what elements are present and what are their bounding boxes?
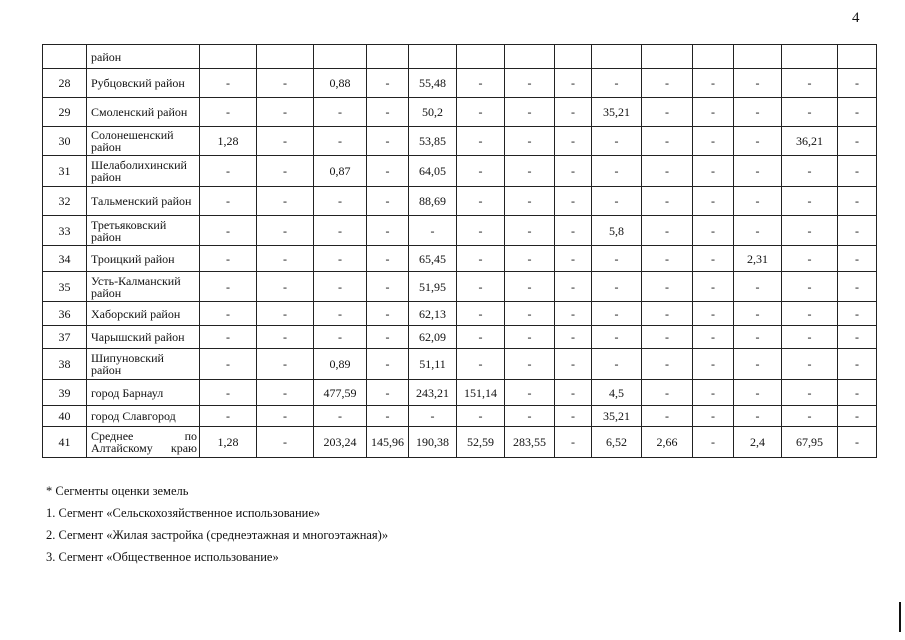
district-name-cell: Тальменский район xyxy=(87,187,200,216)
value-cell: - xyxy=(734,349,782,380)
table-row xyxy=(43,156,877,187)
value-cell: - xyxy=(257,427,314,458)
district-name-cell: Смоленский район xyxy=(87,98,200,127)
value-cell: - xyxy=(367,302,409,326)
value-cell: - xyxy=(734,302,782,326)
value-cell: - xyxy=(505,98,555,127)
value-cell: - xyxy=(734,156,782,187)
value-cell: 51,95 xyxy=(409,272,457,302)
value-cell xyxy=(257,45,314,69)
value-cell: - xyxy=(782,406,838,427)
value-cell: 51,11 xyxy=(409,349,457,380)
value-cell: - xyxy=(642,156,693,187)
value-cell: - xyxy=(838,326,877,349)
value-cell: - xyxy=(314,187,367,216)
page-number: 4 xyxy=(852,10,860,26)
value-cell xyxy=(314,45,367,69)
district-name-cell: Среднее по Алтайскому краю xyxy=(87,427,200,458)
value-cell xyxy=(782,45,838,69)
value-cell: - xyxy=(642,272,693,302)
district-name-cell: Рубцовский район xyxy=(87,69,200,98)
district-name-cell: Третьяковский район xyxy=(87,216,200,246)
value-cell: - xyxy=(838,427,877,458)
district-name-cell: Солонешенский район xyxy=(87,127,200,156)
district-name-cell: Чарышский район xyxy=(87,326,200,349)
value-cell: - xyxy=(257,272,314,302)
value-cell: - xyxy=(457,127,505,156)
row-number-cell: 41 xyxy=(43,427,87,458)
value-cell: - xyxy=(693,326,734,349)
value-cell: 53,85 xyxy=(409,127,457,156)
footnote-item: 1. Сегмент «Сельскохозяйственное использование» xyxy=(46,506,321,520)
value-cell: - xyxy=(505,349,555,380)
value-cell: - xyxy=(693,427,734,458)
value-cell: - xyxy=(782,69,838,98)
value-cell: 1,28 xyxy=(200,427,257,458)
value-cell xyxy=(555,45,592,69)
value-cell: - xyxy=(367,187,409,216)
value-cell: - xyxy=(642,216,693,246)
value-cell: - xyxy=(838,406,877,427)
value-cell: - xyxy=(457,246,505,272)
value-cell: 50,2 xyxy=(409,98,457,127)
value-cell: - xyxy=(838,156,877,187)
value-cell: 0,87 xyxy=(314,156,367,187)
value-cell: - xyxy=(592,246,642,272)
value-cell: - xyxy=(693,216,734,246)
value-cell: 35,21 xyxy=(592,98,642,127)
value-cell: - xyxy=(555,272,592,302)
value-cell: - xyxy=(693,156,734,187)
value-cell: - xyxy=(782,156,838,187)
value-cell: - xyxy=(838,246,877,272)
footnote-item: 3. Сегмент «Общественное использование» xyxy=(46,550,279,564)
table-row xyxy=(43,187,877,216)
value-cell: - xyxy=(734,406,782,427)
value-cell: - xyxy=(505,380,555,406)
value-cell xyxy=(505,45,555,69)
row-number-cell: 30 xyxy=(43,127,87,156)
value-cell xyxy=(592,45,642,69)
value-cell: - xyxy=(693,349,734,380)
value-cell: - xyxy=(200,326,257,349)
value-cell: - xyxy=(200,349,257,380)
value-cell: - xyxy=(257,349,314,380)
value-cell: - xyxy=(200,272,257,302)
value-cell: - xyxy=(314,326,367,349)
value-cell: - xyxy=(838,69,877,98)
value-cell: - xyxy=(838,302,877,326)
value-cell: - xyxy=(257,216,314,246)
value-cell: - xyxy=(555,98,592,127)
value-cell: - xyxy=(200,406,257,427)
value-cell: - xyxy=(200,187,257,216)
value-cell: 2,66 xyxy=(642,427,693,458)
value-cell: - xyxy=(642,69,693,98)
district-name-cell: Хаборский район xyxy=(87,302,200,326)
value-cell: - xyxy=(200,98,257,127)
value-cell: - xyxy=(693,272,734,302)
value-cell: - xyxy=(555,69,592,98)
value-cell: - xyxy=(505,69,555,98)
table-row xyxy=(43,272,877,302)
value-cell: - xyxy=(200,69,257,98)
value-cell: - xyxy=(200,216,257,246)
table-row xyxy=(43,406,877,427)
district-name-cell: Шелаболихинский район xyxy=(87,156,200,187)
value-cell: - xyxy=(367,326,409,349)
value-cell: - xyxy=(592,127,642,156)
value-cell: - xyxy=(734,326,782,349)
value-cell: 5,8 xyxy=(592,216,642,246)
row-number-cell: 32 xyxy=(43,187,87,216)
value-cell: - xyxy=(782,98,838,127)
value-cell: - xyxy=(457,349,505,380)
value-cell: - xyxy=(257,302,314,326)
value-cell: - xyxy=(314,216,367,246)
district-name-cell: район xyxy=(87,45,200,69)
table-row xyxy=(43,326,877,349)
page-edge-mark xyxy=(899,602,901,632)
row-number-cell: 38 xyxy=(43,349,87,380)
value-cell: - xyxy=(314,272,367,302)
row-number-cell: 28 xyxy=(43,69,87,98)
value-cell: - xyxy=(642,326,693,349)
value-cell: - xyxy=(367,349,409,380)
value-cell: - xyxy=(367,380,409,406)
value-cell: - xyxy=(592,272,642,302)
value-cell: - xyxy=(555,326,592,349)
value-cell: - xyxy=(457,406,505,427)
value-cell: 0,89 xyxy=(314,349,367,380)
value-cell xyxy=(693,45,734,69)
value-cell: - xyxy=(555,127,592,156)
value-cell: 145,96 xyxy=(367,427,409,458)
district-name-cell: Шипуновский район xyxy=(87,349,200,380)
value-cell: - xyxy=(409,216,457,246)
value-cell: - xyxy=(314,406,367,427)
value-cell: 4,5 xyxy=(592,380,642,406)
value-cell: - xyxy=(555,427,592,458)
table-row xyxy=(43,127,877,156)
value-cell: - xyxy=(457,216,505,246)
value-cell: - xyxy=(782,326,838,349)
value-cell: - xyxy=(838,216,877,246)
table-row xyxy=(43,302,877,326)
value-cell xyxy=(734,45,782,69)
value-cell xyxy=(367,45,409,69)
table-row xyxy=(43,45,877,69)
value-cell: - xyxy=(734,216,782,246)
value-cell: - xyxy=(693,98,734,127)
value-cell: - xyxy=(367,216,409,246)
value-cell: - xyxy=(257,69,314,98)
value-cell: - xyxy=(200,156,257,187)
value-cell: - xyxy=(782,187,838,216)
value-cell: 35,21 xyxy=(592,406,642,427)
value-cell: - xyxy=(367,272,409,302)
value-cell: - xyxy=(693,246,734,272)
value-cell: 2,31 xyxy=(734,246,782,272)
value-cell: - xyxy=(782,302,838,326)
value-cell: - xyxy=(734,187,782,216)
value-cell: - xyxy=(592,69,642,98)
value-cell: - xyxy=(555,302,592,326)
row-number-cell: 36 xyxy=(43,302,87,326)
value-cell: - xyxy=(693,302,734,326)
value-cell: - xyxy=(592,349,642,380)
value-cell: - xyxy=(642,380,693,406)
value-cell: - xyxy=(838,349,877,380)
value-cell: 62,09 xyxy=(409,326,457,349)
value-cell: 65,45 xyxy=(409,246,457,272)
value-cell: - xyxy=(367,156,409,187)
value-cell: - xyxy=(555,349,592,380)
value-cell: 67,95 xyxy=(782,427,838,458)
value-cell: - xyxy=(838,380,877,406)
value-cell: - xyxy=(505,302,555,326)
district-name-cell: город Славгород xyxy=(87,406,200,427)
district-name-cell: город Барнаул xyxy=(87,380,200,406)
value-cell: - xyxy=(693,380,734,406)
value-cell: - xyxy=(642,187,693,216)
data-table xyxy=(42,44,877,458)
value-cell: - xyxy=(555,380,592,406)
value-cell: 243,21 xyxy=(409,380,457,406)
row-number-cell: 39 xyxy=(43,380,87,406)
value-cell: - xyxy=(367,246,409,272)
value-cell: - xyxy=(409,406,457,427)
row-number-cell: 34 xyxy=(43,246,87,272)
value-cell: - xyxy=(257,187,314,216)
value-cell: - xyxy=(457,69,505,98)
value-cell: - xyxy=(693,406,734,427)
value-cell: - xyxy=(257,406,314,427)
value-cell: - xyxy=(367,69,409,98)
value-cell: 151,14 xyxy=(457,380,505,406)
value-cell: - xyxy=(642,127,693,156)
value-cell xyxy=(409,45,457,69)
table-row xyxy=(43,98,877,127)
value-cell: - xyxy=(734,272,782,302)
value-cell: - xyxy=(734,69,782,98)
value-cell: 1,28 xyxy=(200,127,257,156)
value-cell: - xyxy=(457,326,505,349)
value-cell: - xyxy=(555,406,592,427)
footnote-item: 2. Сегмент «Жилая застройка (среднеэтажная и многоэтажная)» xyxy=(46,528,389,542)
value-cell: - xyxy=(257,380,314,406)
value-cell: 203,24 xyxy=(314,427,367,458)
value-cell: - xyxy=(592,302,642,326)
value-cell: - xyxy=(838,272,877,302)
value-cell: - xyxy=(782,272,838,302)
row-number-cell xyxy=(43,45,87,69)
value-cell: 477,59 xyxy=(314,380,367,406)
value-cell: - xyxy=(734,380,782,406)
value-cell: - xyxy=(693,69,734,98)
value-cell: - xyxy=(642,349,693,380)
value-cell: - xyxy=(555,156,592,187)
value-cell: - xyxy=(314,302,367,326)
value-cell: - xyxy=(693,127,734,156)
value-cell: - xyxy=(592,326,642,349)
value-cell: - xyxy=(838,98,877,127)
value-cell: - xyxy=(505,187,555,216)
value-cell: - xyxy=(838,187,877,216)
value-cell: 62,13 xyxy=(409,302,457,326)
value-cell: - xyxy=(782,246,838,272)
value-cell: - xyxy=(782,380,838,406)
value-cell: - xyxy=(314,246,367,272)
value-cell: 64,05 xyxy=(409,156,457,187)
value-cell xyxy=(642,45,693,69)
value-cell: - xyxy=(505,272,555,302)
value-cell: 55,48 xyxy=(409,69,457,98)
row-number-cell: 35 xyxy=(43,272,87,302)
value-cell: - xyxy=(257,326,314,349)
value-cell: - xyxy=(314,127,367,156)
value-cell: - xyxy=(257,156,314,187)
value-cell: - xyxy=(257,127,314,156)
value-cell: 283,55 xyxy=(505,427,555,458)
value-cell xyxy=(838,45,877,69)
value-cell: - xyxy=(367,406,409,427)
value-cell: - xyxy=(457,156,505,187)
value-cell: - xyxy=(838,127,877,156)
value-cell: - xyxy=(200,380,257,406)
value-cell: - xyxy=(257,98,314,127)
value-cell xyxy=(200,45,257,69)
value-cell: - xyxy=(367,98,409,127)
value-cell: - xyxy=(200,246,257,272)
value-cell: - xyxy=(642,246,693,272)
row-number-cell: 37 xyxy=(43,326,87,349)
value-cell: 0,88 xyxy=(314,69,367,98)
value-cell: - xyxy=(457,98,505,127)
value-cell: - xyxy=(505,246,555,272)
value-cell: - xyxy=(257,246,314,272)
value-cell xyxy=(457,45,505,69)
table-row xyxy=(43,380,877,406)
value-cell: - xyxy=(200,302,257,326)
value-cell: - xyxy=(592,156,642,187)
value-cell: - xyxy=(505,216,555,246)
table-row xyxy=(43,349,877,380)
value-cell: - xyxy=(642,406,693,427)
value-cell: 2,4 xyxy=(734,427,782,458)
value-cell: - xyxy=(693,187,734,216)
row-number-cell: 40 xyxy=(43,406,87,427)
row-number-cell: 29 xyxy=(43,98,87,127)
table-row xyxy=(43,427,877,458)
value-cell: - xyxy=(592,187,642,216)
value-cell: - xyxy=(457,187,505,216)
value-cell: - xyxy=(555,216,592,246)
value-cell: - xyxy=(734,127,782,156)
value-cell: - xyxy=(782,349,838,380)
table-row xyxy=(43,69,877,98)
row-number-cell: 33 xyxy=(43,216,87,246)
value-cell: - xyxy=(367,127,409,156)
value-cell: - xyxy=(505,156,555,187)
value-cell: - xyxy=(642,302,693,326)
value-cell: - xyxy=(457,302,505,326)
value-cell: - xyxy=(555,246,592,272)
footnotes xyxy=(46,483,388,571)
value-cell: 190,38 xyxy=(409,427,457,458)
value-cell: - xyxy=(505,127,555,156)
value-cell: 36,21 xyxy=(782,127,838,156)
footnote-title: * Сегменты оценки земель xyxy=(46,484,189,498)
value-cell: - xyxy=(734,98,782,127)
table-row xyxy=(43,246,877,272)
table-row xyxy=(43,216,877,246)
value-cell: - xyxy=(555,187,592,216)
value-cell: - xyxy=(642,98,693,127)
value-cell: 52,59 xyxy=(457,427,505,458)
district-name-cell: Усть-Калманский район xyxy=(87,272,200,302)
value-cell: - xyxy=(782,216,838,246)
value-cell: - xyxy=(505,406,555,427)
value-cell: 6,52 xyxy=(592,427,642,458)
district-name-cell: Троицкий район xyxy=(87,246,200,272)
value-cell: 88,69 xyxy=(409,187,457,216)
row-number-cell: 31 xyxy=(43,156,87,187)
value-cell: - xyxy=(457,272,505,302)
value-cell: - xyxy=(505,326,555,349)
value-cell: - xyxy=(314,98,367,127)
